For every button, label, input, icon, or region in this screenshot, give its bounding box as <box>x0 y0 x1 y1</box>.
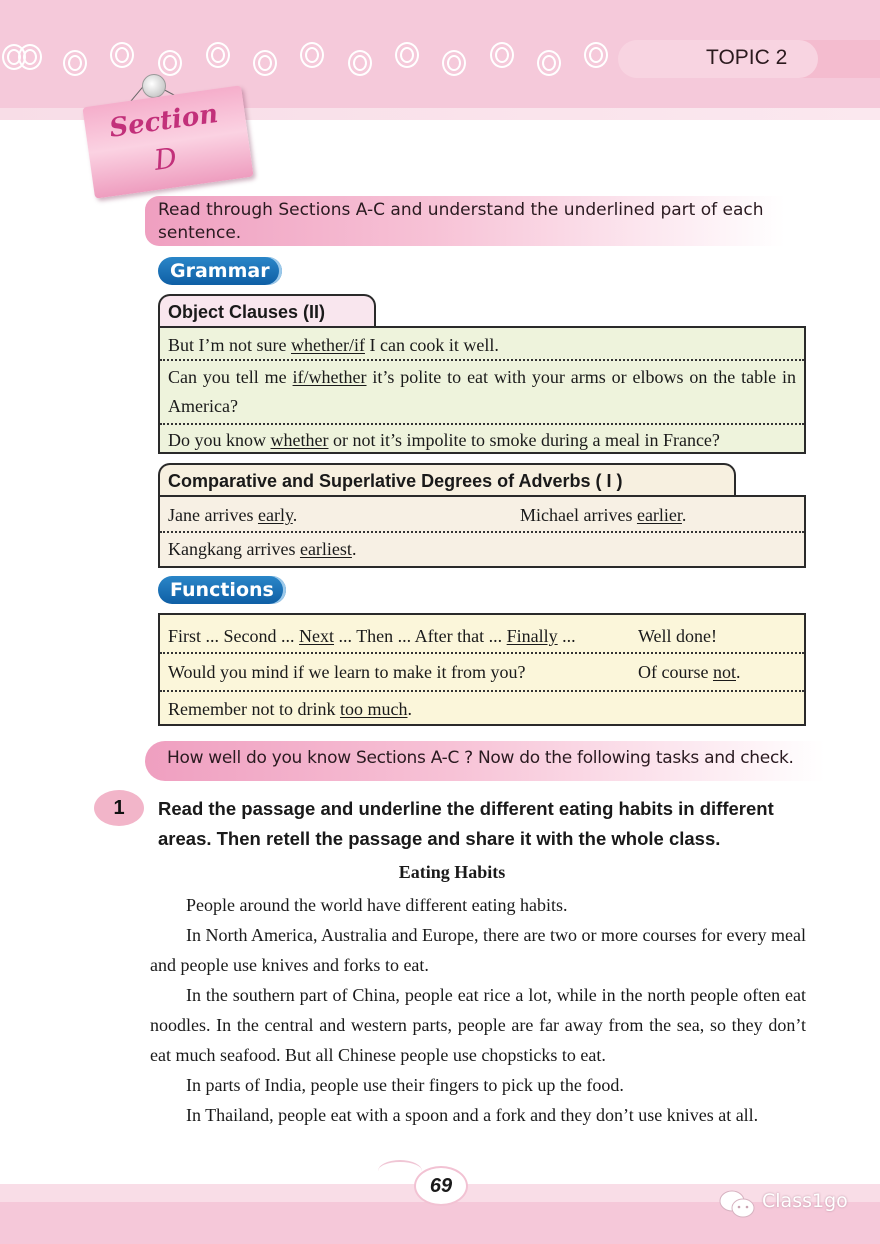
grammar-row: Jane arrives early. Michael arrives earlier. <box>160 497 804 533</box>
underlined-phrase: not <box>712 662 736 682</box>
function-row: First ... Second ... Next ... Then ... After that ... Finally ... Well done! <box>160 615 804 654</box>
passage-paragraph: People around the world have different eating habits. <box>186 895 568 915</box>
grammar-row: Do you know whether or not it’s impolite to smoke during a meal in France? <box>168 430 720 450</box>
underlined-phrase: earliest <box>299 539 352 559</box>
ring-icon <box>110 42 134 68</box>
underlined-phrase: early <box>257 505 293 525</box>
section-word: Section <box>107 98 220 144</box>
ring-icon <box>206 42 230 68</box>
ring-icon <box>584 42 608 68</box>
right-column: Well done! <box>638 626 718 646</box>
passage-paragraph: In Thailand, people eat with a spoon and a fork and they don’t use knives at all. <box>186 1105 759 1125</box>
grammar-row: Can you tell me if/whether it’s polite to eat with your arms or elbows on the table in America? <box>160 361 804 425</box>
ring-icon <box>63 50 87 76</box>
functions-box <box>158 613 806 726</box>
ring-icon <box>537 50 561 76</box>
decorative-rings <box>0 40 640 80</box>
functions-heading: Functions <box>158 576 286 604</box>
object-clauses-tab: Object Clauses (II) <box>158 294 376 326</box>
ring-icon <box>442 50 466 76</box>
grammar-row: Kangkang arrives earliest. <box>168 539 357 559</box>
passage-paragraph: In parts of India, people use their fingers to pick up the food. <box>186 1075 624 1095</box>
chat-bubbles-icon <box>718 1188 758 1220</box>
function-row: Remember not to drink too much. <box>168 699 412 719</box>
ring-icon <box>18 44 42 70</box>
underlined-phrase: if/whether <box>292 367 367 387</box>
ring-icon <box>348 50 372 76</box>
ring-icon <box>253 50 277 76</box>
intro-banner-text: Read through Sections A-C and understand the underlined part of each sentence. <box>158 200 764 243</box>
ring-icon <box>300 42 324 68</box>
underlined-phrase: too much <box>339 699 408 719</box>
adverbs-tab: Comparative and Superlative Degrees of Adverbs ( I ) <box>158 463 736 495</box>
task-number-badge: 1 <box>94 790 144 826</box>
task-instruction: Read the passage and underline the different eating habits in different areas. Then retell the passage and share it with the whole class. <box>158 798 774 849</box>
pin-icon <box>142 74 166 98</box>
right-column: Of course not. <box>638 662 741 682</box>
underlined-phrase: Next <box>299 626 335 646</box>
underlined-phrase: whether <box>270 430 329 450</box>
passage-title: Eating Habits <box>398 862 506 882</box>
grammar-row: But I’m not sure whether/if I can cook it well. <box>160 328 804 361</box>
section-letter: D <box>152 141 179 177</box>
ring-icon <box>395 42 419 68</box>
underlined-phrase: whether/if <box>291 335 365 355</box>
adverbs-box <box>158 495 806 568</box>
object-clauses-box <box>158 326 806 454</box>
ring-icon <box>490 42 514 68</box>
passage-paragraph: In the southern part of China, people eat rice a lot, while in the north people often eat noodles. In the central and western parts, people are far away from the sea, so they don’t eat much seafood. But all Chinese people use chopsticks to eat. <box>150 985 806 1065</box>
check-banner-text: How well do you know Sections A-C ? Now do the following tasks and check. <box>167 748 794 768</box>
right-column: Michael arrives earlier. <box>520 505 687 525</box>
grammar-heading: Grammar <box>158 257 282 285</box>
underlined-phrase: earlier <box>636 505 682 525</box>
function-row: Would you mind if we learn to make it from you? Of course not. <box>160 654 804 692</box>
underlined-phrase: Finally <box>506 626 558 646</box>
page-number: 69 <box>414 1166 468 1206</box>
topic-label: TOPIC 2 <box>706 46 788 69</box>
passage-paragraph: In North America, Australia and Europe, there are two or more courses for every meal and people use knives and forks to eat. <box>150 925 806 975</box>
watermark-text: Class1go <box>762 1190 848 1212</box>
passage <box>150 890 806 1130</box>
ring-icon <box>158 50 182 76</box>
